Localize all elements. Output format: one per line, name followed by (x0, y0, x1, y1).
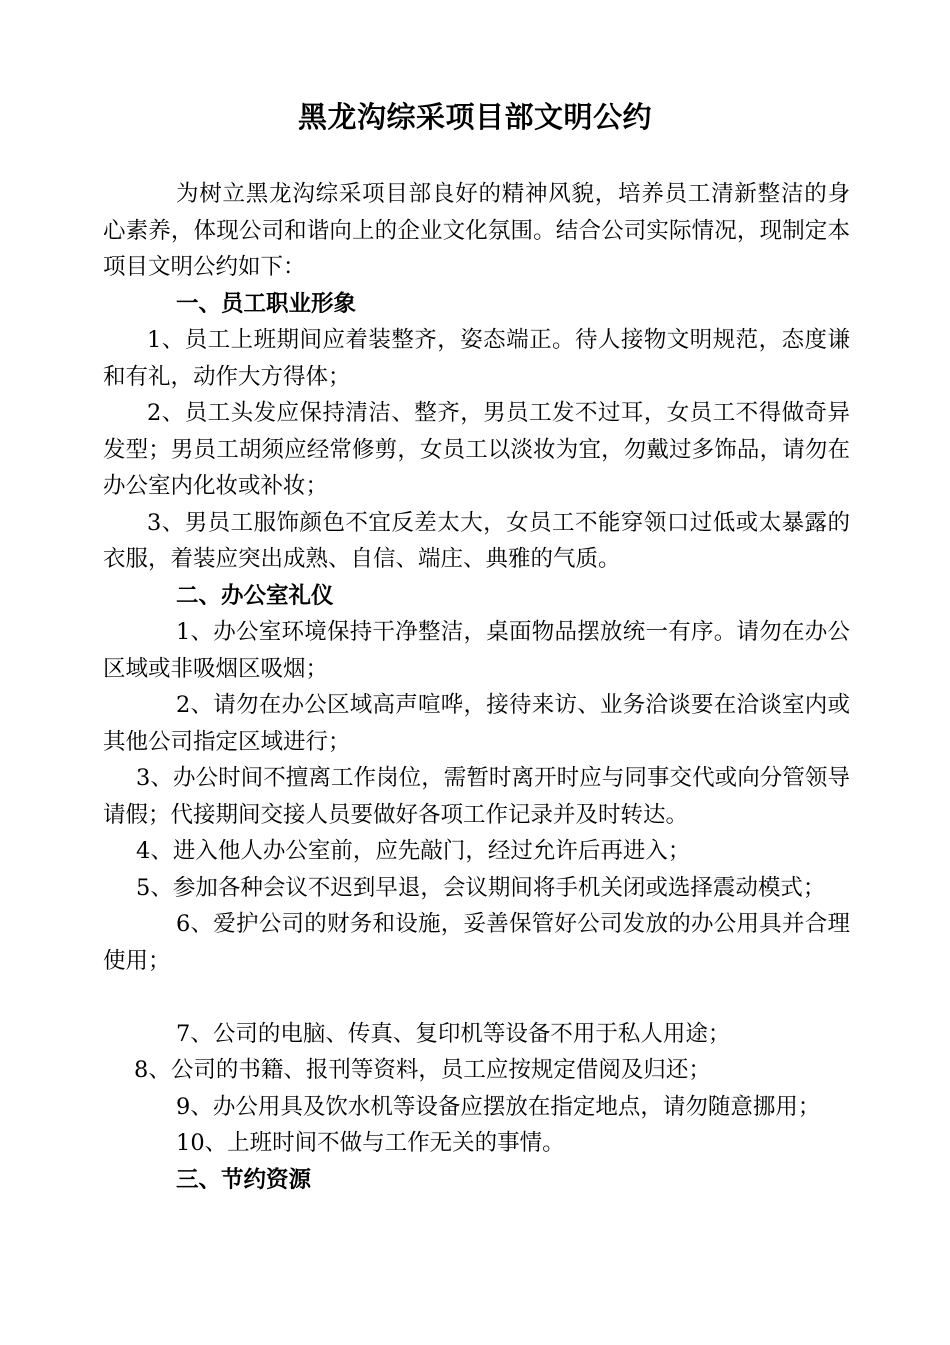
list-item: 2、请勿在办公区域高声喧哗，接待来访、业务洽谈要在洽谈室内或其他公司指定区域进行； (103, 692, 850, 755)
list-item: 1、员工上班期间应着装整齐，姿态端正。待人接物文明规范，态度谦和有礼，动作大方得体； (103, 327, 850, 390)
list-item: 9、办公用具及饮水机等设备应摆放在指定地点，请勿随意挪用； (176, 1093, 821, 1120)
document-body (103, 176, 850, 1198)
section-heading-3: 三、节约资源 (176, 1166, 312, 1193)
list-item: 3、办公时间不擅离工作岗位，需暂时离开时应与同事交代或向分管领导请假；代接期间交接人员要做好各项工作记录并及时转达。 (103, 765, 850, 828)
section-heading-1: 一、员工职业形象 (176, 290, 357, 317)
intro-paragraph: 为树立黑龙沟综采项目部良好的精神风貌，培养员工清新整洁的身心素养，体现公司和谐向上的企业文化氛围。结合公司实际情况，现制定本项目文明公约如下： (103, 181, 850, 280)
document-title: 黑龙沟综采项目部文明公约 (297, 100, 652, 134)
list-item: 10、上班时间不做与工作无关的事情。 (176, 1130, 565, 1156)
list-item: 2、员工头发应保持清洁、整齐，男员工发不过耳，女员工不得做奇异发型；男员工胡须应经常修剪，女员工以淡妆为宜，勿戴过多饰品，请勿在办公室内化妆或补妆； (103, 400, 850, 499)
list-item: 3、男员工服饰颜色不宜反差太大，女员工不能穿领口过低或太暴露的衣服，着装应突出成熟、自信、端庄、典雅的气质。 (103, 509, 850, 572)
list-item: 7、公司的电脑、传真、复印机等设备不用于私人用途； (176, 1020, 731, 1047)
list-item: 5、参加各种会议不迟到早退，会议期间将手机关闭或选择震动模式； (136, 874, 826, 901)
section-heading-2: 二、办公室礼仪 (176, 582, 334, 609)
list-item: 4、进入他人办公室前，应先敲门，经过允许后再进入； (136, 838, 691, 864)
list-item: 1、办公室环境保持干净整洁，桌面物品摆放统一有序。请勿在办公区域或非吸烟区吸烟； (103, 619, 850, 682)
blank-line (103, 979, 850, 1016)
list-item: 8、公司的书籍、报刊等资料，员工应按规定借阅及归还； (134, 1057, 711, 1083)
list-item: 6、爱护公司的财务和设施，妥善保管好公司发放的办公用具并合理使用； (103, 911, 850, 974)
